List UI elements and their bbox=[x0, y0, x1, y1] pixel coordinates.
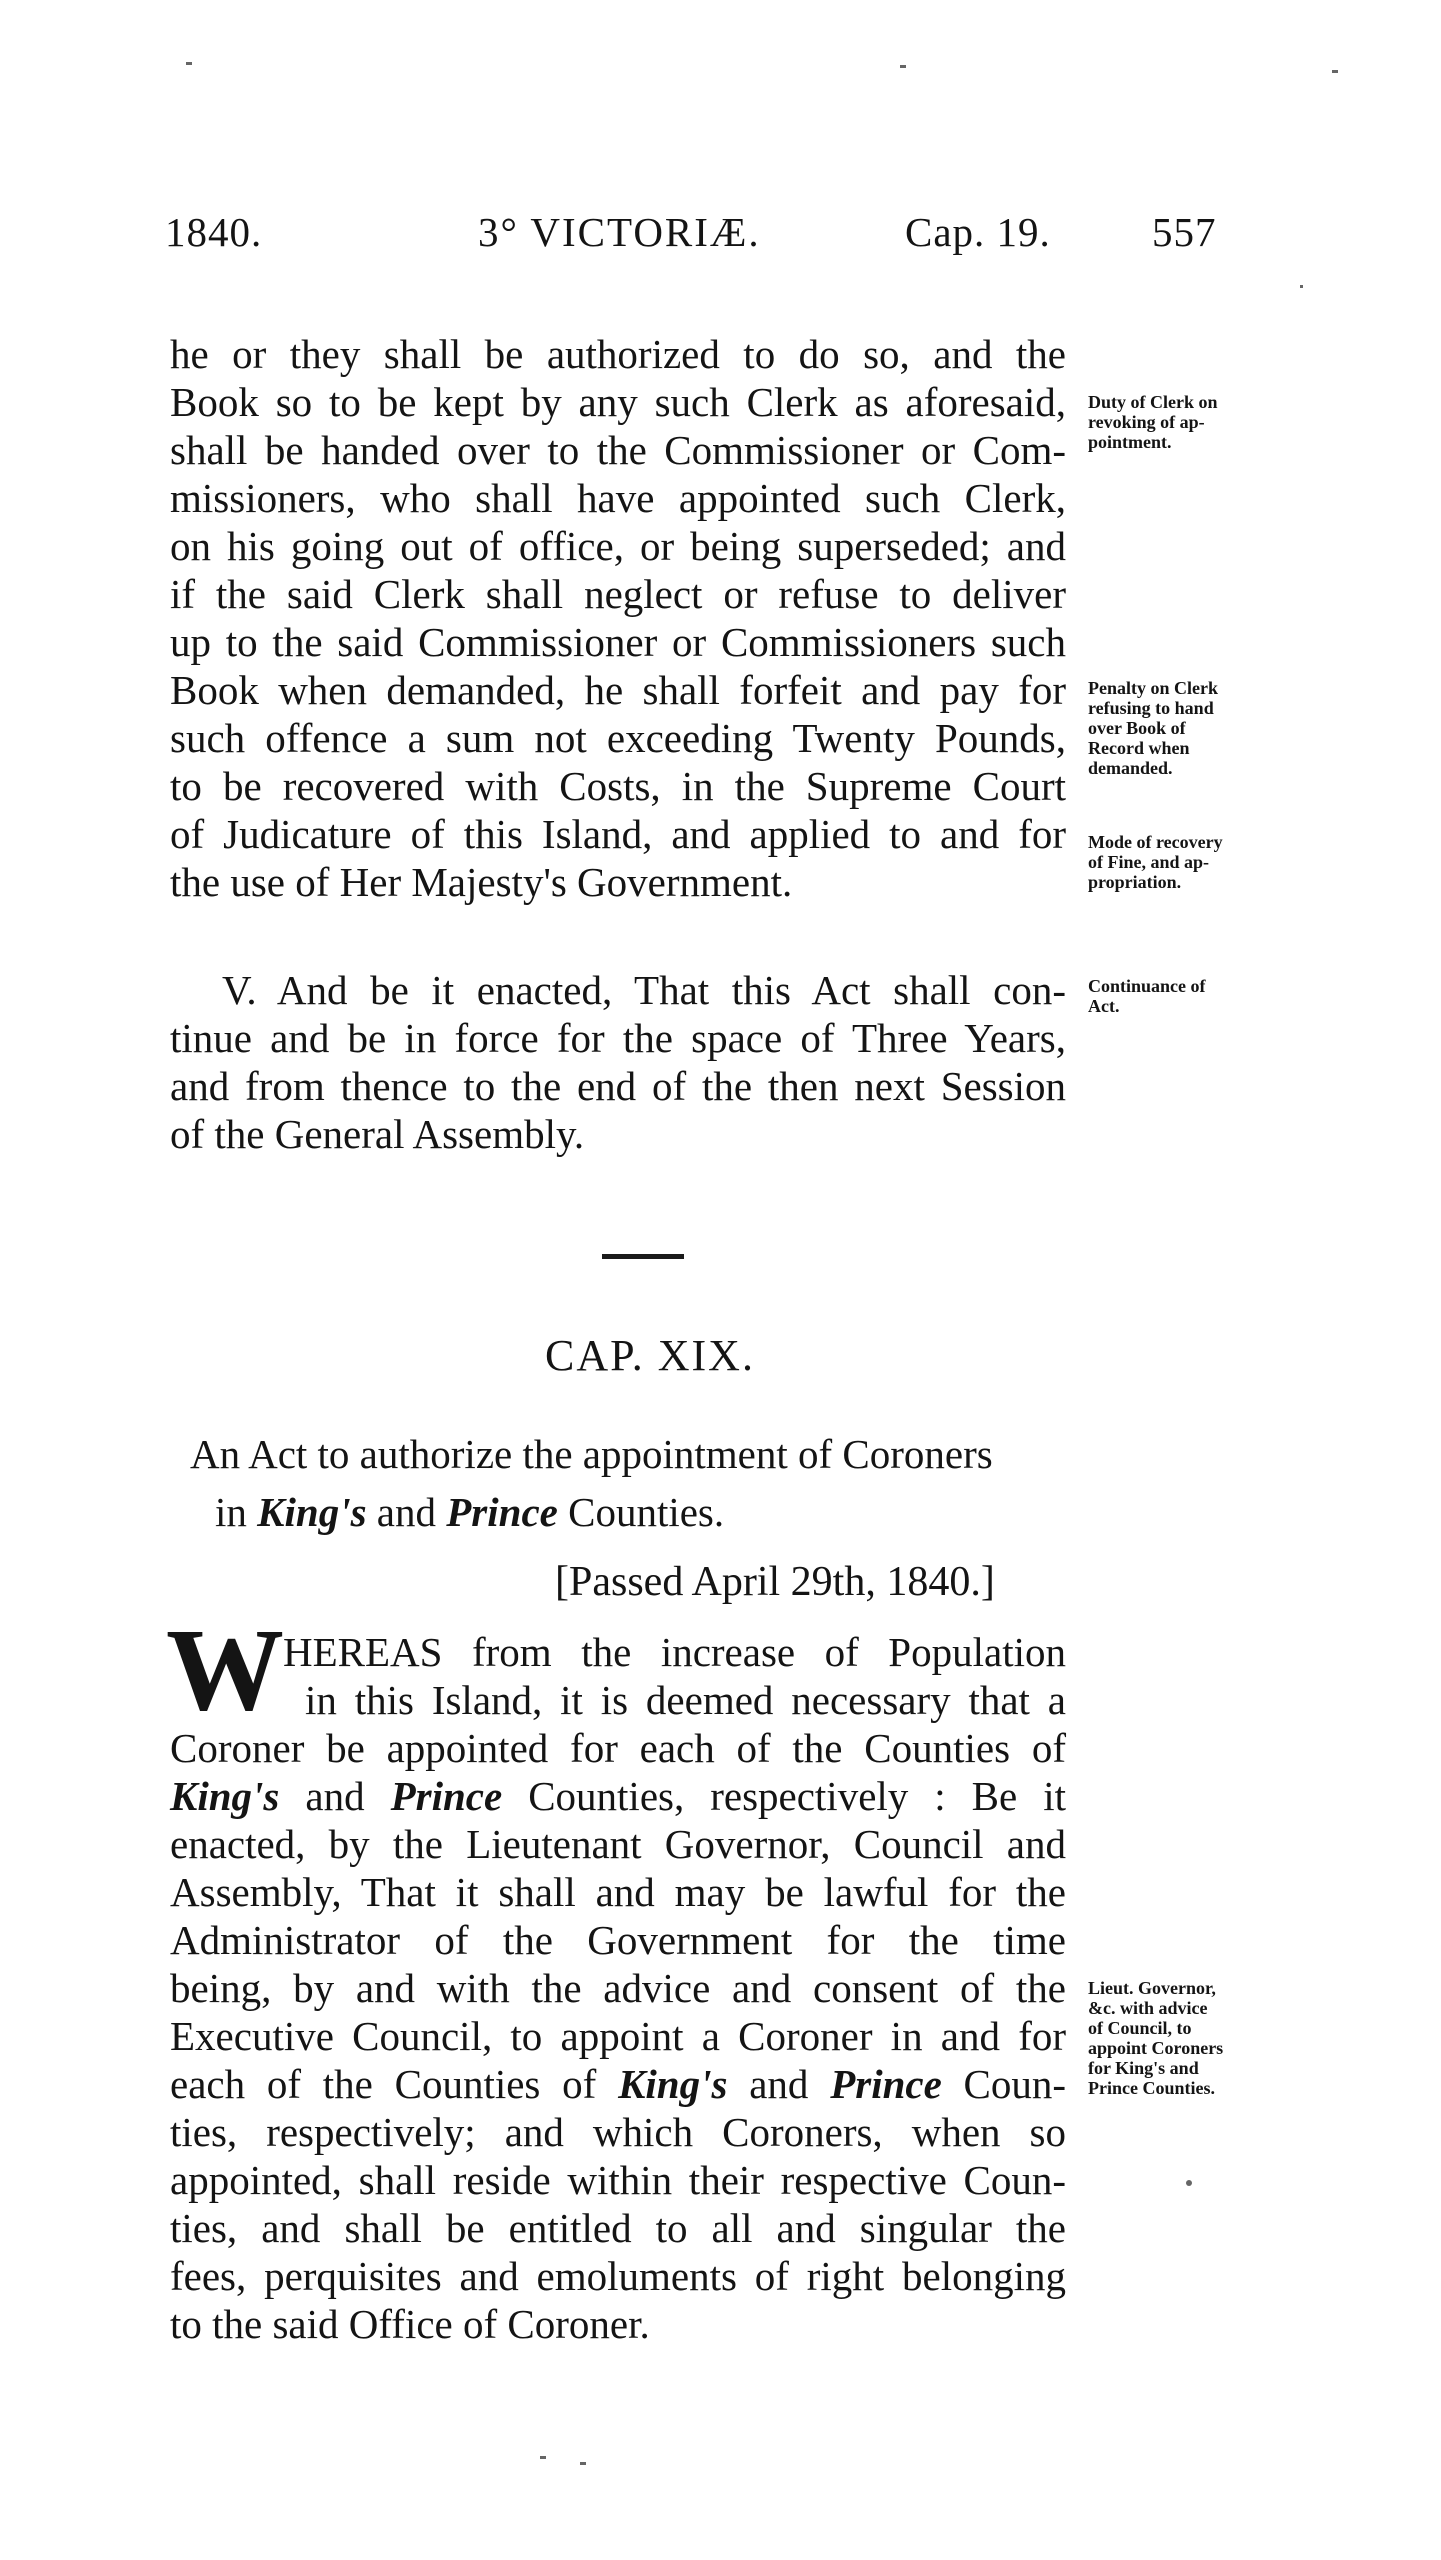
text-line: enacted, by the Lieutenant Governor, Council and bbox=[170, 1821, 1066, 1867]
text-line: on his going out of office, or being superseded; and bbox=[170, 523, 1066, 569]
text-line: such offence a sum not exceeding Twenty Pounds, bbox=[170, 715, 1066, 761]
scan-speck bbox=[1300, 285, 1303, 288]
text-line: he or they shall be authorized to do so, and the bbox=[170, 331, 1066, 377]
text-line: of the General Assembly. bbox=[170, 1111, 585, 1157]
text-line: up to the said Commissioner or Commissioners such bbox=[170, 619, 1066, 665]
page-number: 557 bbox=[1152, 209, 1217, 255]
text-line: to be recovered with Costs, in the Supreme Court bbox=[170, 763, 1066, 809]
section-divider bbox=[602, 1254, 684, 1259]
scan-speck bbox=[1332, 70, 1338, 73]
scan-speck bbox=[580, 2462, 586, 2465]
act-title-line-1: An Act to authorize the appointment of Coroners bbox=[190, 1431, 993, 1477]
running-head-reign: 3° VICTORIÆ. bbox=[478, 209, 761, 255]
scan-speck bbox=[900, 65, 906, 68]
marginal-note-continuance: Continuance of Act. bbox=[1088, 976, 1206, 1016]
scan-speck bbox=[186, 62, 192, 65]
text-line: tinue and be in force for the space of Three Years, bbox=[170, 1015, 1066, 1061]
marginal-note-penalty: Penalty on Clerk refusing to hand over Book of Record when demanded. bbox=[1088, 678, 1218, 778]
text-line: Assembly, That it shall and may be lawful for the bbox=[170, 1869, 1066, 1915]
text-line: to the said Office of Coroner. bbox=[170, 2301, 650, 2347]
text-line: Book so to be kept by any such Clerk as aforesaid, bbox=[170, 379, 1066, 425]
marginal-note-mode-of-recovery: Mode of recovery of Fine, and ap- propriation. bbox=[1088, 832, 1223, 892]
text-line: ties, respectively; and which Coroners, when so bbox=[170, 2109, 1066, 2155]
scan-speck bbox=[540, 2456, 546, 2459]
text-line: and from thence to the end of the then next Session bbox=[170, 1063, 1066, 1109]
text-line: shall be handed over to the Commissioner or Com- bbox=[170, 427, 1066, 473]
text-line: V. And be it enacted, That this Act shall con- bbox=[222, 967, 1066, 1013]
passed-date: [Passed April 29th, 1840.] bbox=[555, 1559, 995, 1605]
text-line: in this Island, it is deemed necessary that a bbox=[305, 1677, 1066, 1723]
text-line: Administrator of the Government for the time bbox=[170, 1917, 1066, 1963]
text-line: missioners, who shall have appointed such Clerk, bbox=[170, 475, 1066, 521]
text-line: King's and Prince Counties, respectively : Be it bbox=[170, 1773, 1067, 1819]
text-line: Book when demanded, he shall forfeit and pay for bbox=[170, 667, 1066, 713]
text-line: of Judicature of this Island, and applied to and for bbox=[170, 811, 1066, 857]
text-line: being, by and with the advice and consent of the bbox=[170, 1965, 1066, 2011]
text-line: Executive Council, to appoint a Coroner in and for bbox=[170, 2013, 1066, 2059]
kings-county: King's bbox=[257, 1489, 367, 1535]
text-line: if the said Clerk shall neglect or refuse to deliver bbox=[170, 571, 1066, 617]
running-head-year: 1840. bbox=[165, 209, 263, 255]
text-line: fees, perquisites and emoluments of right belonging bbox=[170, 2253, 1066, 2299]
text-line: each of the Counties of King's and Prince Coun- bbox=[170, 2061, 1067, 2107]
text-line: appointed, shall reside within their respective Coun- bbox=[170, 2157, 1066, 2203]
marginal-note-duty-of-clerk: Duty of Clerk on revoking of ap- pointment. bbox=[1088, 392, 1218, 452]
marginal-note-lieut-governor: Lieut. Governor, &c. with advice of Council, to appoint Coroners for King's and Prince Counties. bbox=[1088, 1978, 1224, 2098]
text-line: HEREAS from the increase of Population bbox=[283, 1629, 1066, 1675]
drop-cap: W bbox=[166, 1604, 284, 1735]
text-line: Coroner be appointed for each of the Counties of bbox=[170, 1725, 1066, 1771]
text-line: the use of Her Majesty's Government. bbox=[170, 859, 793, 905]
act-title-line-2: in King's and Prince Counties. bbox=[215, 1489, 725, 1535]
running-head-chapter: Cap. 19. bbox=[905, 209, 1051, 255]
scan-speck bbox=[1186, 2180, 1192, 2186]
prince-county: Prince bbox=[446, 1489, 558, 1535]
text-line: ties, and shall be entitled to all and singular the bbox=[170, 2205, 1066, 2251]
chapter-heading: CAP. XIX. bbox=[545, 1331, 755, 1380]
